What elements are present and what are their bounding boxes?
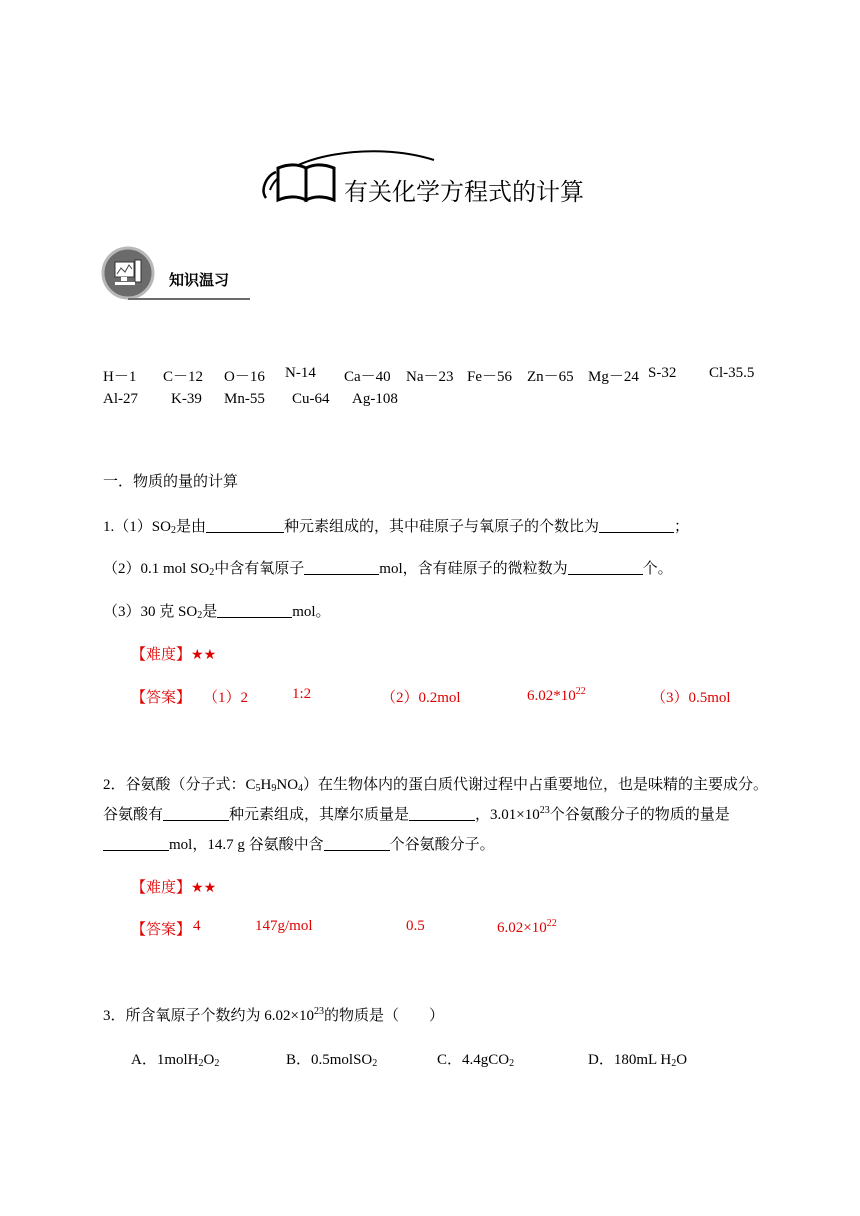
atomic-mass: S-32 xyxy=(648,365,677,381)
q2-answer: 0.5 xyxy=(406,918,425,934)
q2-line2: 谷氨酸有 种元素组成，其摩尔质量是 ，$3.01\times 10^{23}$个谷氨酸分子的物质的量是 xyxy=(103,805,730,823)
option-c[interactable]: C．4.4gCO$_2$ xyxy=(437,1052,515,1069)
answer-blank[interactable] xyxy=(324,836,390,851)
atomic-mass: H－1 xyxy=(103,369,137,385)
q2-answer: 4 xyxy=(193,918,201,934)
q2-difficulty: 【难度】★★ xyxy=(131,880,217,896)
option-a[interactable]: A．$1molH_2O_2$ xyxy=(131,1052,220,1069)
q1-answer: （3）0.5mol xyxy=(651,690,731,706)
answer-blank[interactable] xyxy=(217,603,292,618)
q1-difficulty: 【难度】★★ xyxy=(131,647,217,663)
q2-line1: 2．谷氨酸（分子式：$C_5H_9NO_4$）在生物体内的蛋白质代谢过程中占重要地位，也是味精的主要成分。 xyxy=(103,777,769,794)
q1-answer-label: 【答案】 xyxy=(131,690,192,706)
q2-answer-label: 【答案】 xyxy=(131,922,192,938)
q1-line1: $1.(1)SO_2$是由 种元素组成的，其中硅原子与氧原子的个数比为 ； xyxy=(103,519,689,536)
q1-answer: 1:2 xyxy=(292,686,312,702)
atomic-mass: Na－23 xyxy=(406,369,454,385)
q3-stem: 3．所含氧原子个数约为 $6.02\times 10^{23}$的物质是（ ） xyxy=(103,1006,444,1024)
section-label: 知识温习 xyxy=(169,271,230,289)
atomic-mass: Cu-64 xyxy=(292,391,330,407)
answer-blank[interactable] xyxy=(206,518,284,533)
atomic-mass: K-39 xyxy=(171,391,202,407)
q2-answer: 147g/mol xyxy=(255,918,313,934)
q1-answer: $6.02*10^{22}$ xyxy=(527,686,586,704)
star-rating: ★★ xyxy=(191,647,217,663)
atomic-mass: Mg－24 xyxy=(588,369,639,385)
answer-blank[interactable] xyxy=(409,806,475,821)
page-title: 有关化学方程式的计算 xyxy=(344,178,584,206)
atomic-mass: N-14 xyxy=(285,365,316,381)
answer-blank[interactable] xyxy=(568,560,643,575)
q2-line3: mol，14.7 g 谷氨酸中含 个谷氨酸分子。 xyxy=(103,833,495,854)
atomic-mass: Al-27 xyxy=(103,391,138,407)
atomic-mass: Fe－56 xyxy=(467,369,513,385)
atomic-mass: Ag-108 xyxy=(352,391,398,407)
q1-line2: （2）0.1 mol $SO_2$中含有氧原子 mol，含有硅原子的微粒数为 个。 xyxy=(103,561,673,578)
answer-blank[interactable] xyxy=(163,806,229,821)
option-d[interactable]: D．180mL $H_2O$ xyxy=(588,1052,688,1069)
atomic-mass: C－12 xyxy=(163,369,204,385)
q1-answer: （1）2 xyxy=(203,690,249,706)
star-rating: ★★ xyxy=(191,880,217,896)
atomic-mass: O－16 xyxy=(224,369,265,385)
atomic-mass: Mn-55 xyxy=(224,391,265,407)
atomic-mass: Ca－40 xyxy=(344,369,391,385)
answer-blank[interactable] xyxy=(304,560,379,575)
atomic-mass: Zn－65 xyxy=(527,369,574,385)
answer-blank[interactable] xyxy=(599,518,674,533)
q1-line3: （3）30 克 $SO_2$是 mol。 xyxy=(103,604,331,621)
atomic-mass: Cl-35.5 xyxy=(709,365,755,381)
option-b[interactable]: B．0.5molSO$_2$ xyxy=(286,1052,378,1069)
q2-answer: $6.02\times 10^{22}$ xyxy=(497,918,557,936)
answer-blank[interactable] xyxy=(103,836,169,851)
part-heading: 一．物质的量的计算 xyxy=(103,474,239,490)
q1-answer: （2）0.2mol xyxy=(381,690,461,706)
